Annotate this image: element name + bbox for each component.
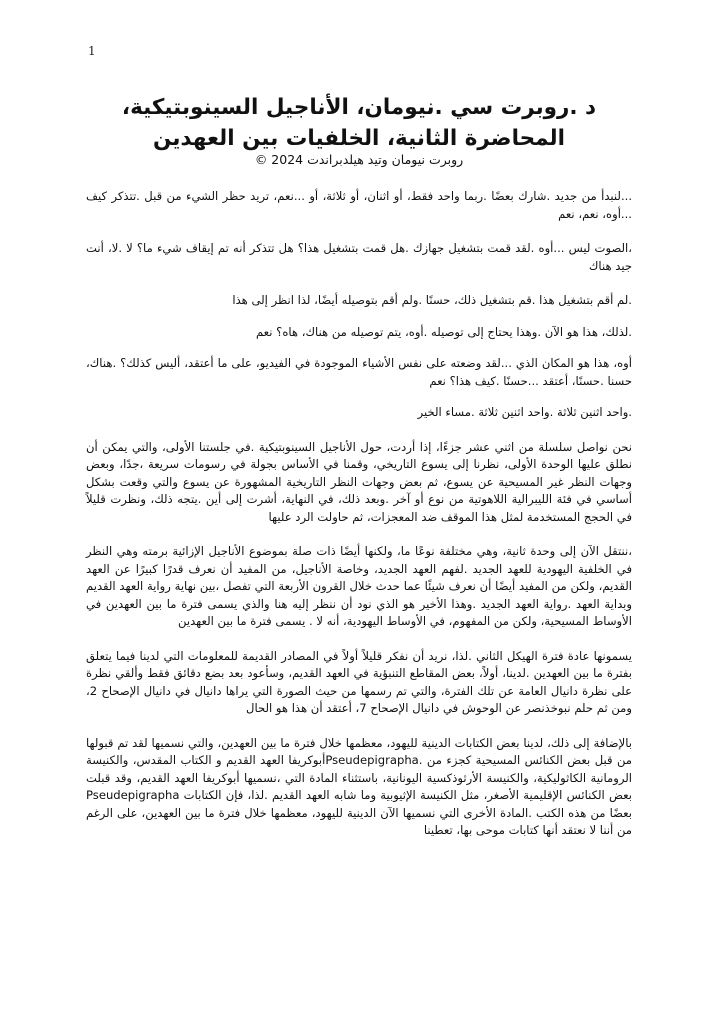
copyright-line: روبرت نيومان وتيد هيلدبراندت 2024 © xyxy=(254,152,464,167)
paragraph: ،ننتقل الآن إلى وحدة ثانية، وهي مختلفة نوعًا ما، ولكنها أيضًا ذات صلة بموضوع الأناجيل الإزائية برمته وهي النظر في الخلفية اليهودية للعهد الجديد .لفهم العهد الجديد، وخاصة الأناجيل، من المفيد أن نعرف قدرًا كبيرًا عن العهد القديم، ولكن من المفيد أيضًا أن نعرف شيئًا عما حدث خلال القرون الأربعة التي تفصل ،بين نهاية رواية العهد القديم وبداية العهد .رواية العهد الجديد .وهذا الأخير هو الذي نود أن ننظر إليه هنا والذي يسمى فترة ما بين العهدين في الأوساط المسيحية، ولكن من المفهوم، في الأوساط اليهودية، أنه لا . يسمى فترة ما بين العهدين xyxy=(86,544,632,628)
paragraph: بالإضافة إلى ذلك، لدينا بعض الكتابات الدينية لليهود، معظمها خلال فترة ما بين العهدين، والتي نسميها لقد تم قبولها من قبل بعض الكنائس المسيحية كجزء من .Pseudepigraphaأبوكريفا العهد القديم و الكتاب المقدس، والكنيسة الرومانية الكاثوليكية، والكنيسة الأرثوذكسية اليونانية، باستثناء المادة التي ،نسميها أبوكريفا العهد القديم، وقد قبلت بعض الكنائس الإقليمية الأصغر، مثل الكنيسة الإثيوبية وما شابه العهد القديم .لذا، فإن الكتابات Pseudepigrapha بعضًا من هذه الكتب .المادة الأخرى التي نسميها الآن الدينية لليهود، معظمها خلال فترة ما بين العهدين، على الرغم من أننا لا نعتقد أنها كتابات موحى بها، تعطينا xyxy=(86,735,632,837)
paragraph: ،الصوت ليس ...أوه .لقد قمت بتشغيل جهازك .هل قمت بتشغيل هذا؟ هل تتذكر أنه تم إيقاف شيء ما؟ لا .لا، أنت جيد هناك xyxy=(86,241,632,273)
paragraph: نحن نواصل سلسلة من اثني عشر جزءًا، إذا أردت، حول الأناجيل السينوبتيكية .في جلستنا الأولى، والتي يمكن أن نطلق عليها الوحدة الأولى، نظرنا إلى يسوع التاريخي، وقمنا في الأساس بجولة في رسومات سريعة ،جدًا، وبعض وجهات النظر غير المسيحية عن يسوع، ثم بعض وجهات النظر التاريخية المشهورة عن يسوع والتي وقعت بشكل أساسي في فئة الليبرالية اللاهوتية من نوع أو آخر .وبعد ذلك، في النهاية، أشرت إلى أين .يتجه ذلك، ونظرت قليلاً في الحجج المستخدمة لمثل هذا الموقف ضد المعجزات، ثم حاولت الرد عليها xyxy=(86,439,632,524)
paragraph: ...لنبدأ من جديد .شارك بعضًا .ربما واحد فقط، أو اثنان، أو ثلاثة، أو ...نعم، تريد حظر الشيء من قبل .تتذكر كيف ...أوه، نعم، نعم xyxy=(86,189,632,221)
paragraph: أوه، هذا هو المكان الذي ...لقد وضعته على نفس الأشياء الموجودة في الفيديو، على ما أعتقد، أليس كذلك؟ .هناك، حسنا .حسنًا، أعتقد ...حسنًا .كيف هذا؟ نعم xyxy=(86,356,632,388)
document-body xyxy=(86,188,632,857)
paragraph: .واحد اثنين ثلاثة .واحد اثنين ثلاثة .مساء الخير xyxy=(417,405,632,419)
paragraph: يسمونها عادة فترة الهيكل الثاني .لذا، نريد أن نفكر قليلاً أولاً في المصادر القديمة للمعلومات التي لدينا فيما يتعلق بفترة ما بين العهدين .لدينا، أولاً، بعض المقاطع التنبؤية في العهد القديم، وسأعود بعد بضع دقائق فقط وألقي نظرة على نظرة دانيال العامة عن تلك الفترة، والتي تم رسمها من حيث الصورة التي يراها دانيال في دانيال الإصحاح 2، ومن ثم حلم نبوخذنصر عن الوحوش في دانيال الإصحاح 7، أعتقد أن هذا هو الحال xyxy=(86,648,632,715)
paragraph: .لم أقم بتشغيل هذا .قم بتشغيل ذلك، حسنًا .ولم أقم بتوصيله أيضًا، لذا انظر إلى هذا xyxy=(232,293,632,307)
paragraph: .لذلك، هذا هو الآن .وهذا يحتاج إلى توصيله .أوه، يتم توصيله من هناك، هاه؟ نعم xyxy=(255,324,632,339)
page-number: 1 xyxy=(88,44,96,58)
document-title: د .روبرت سي .نيومان، الأناجيل السينوبتيكية، المحاضرة الثانية، الخلفيات بين العهدين xyxy=(121,95,597,151)
